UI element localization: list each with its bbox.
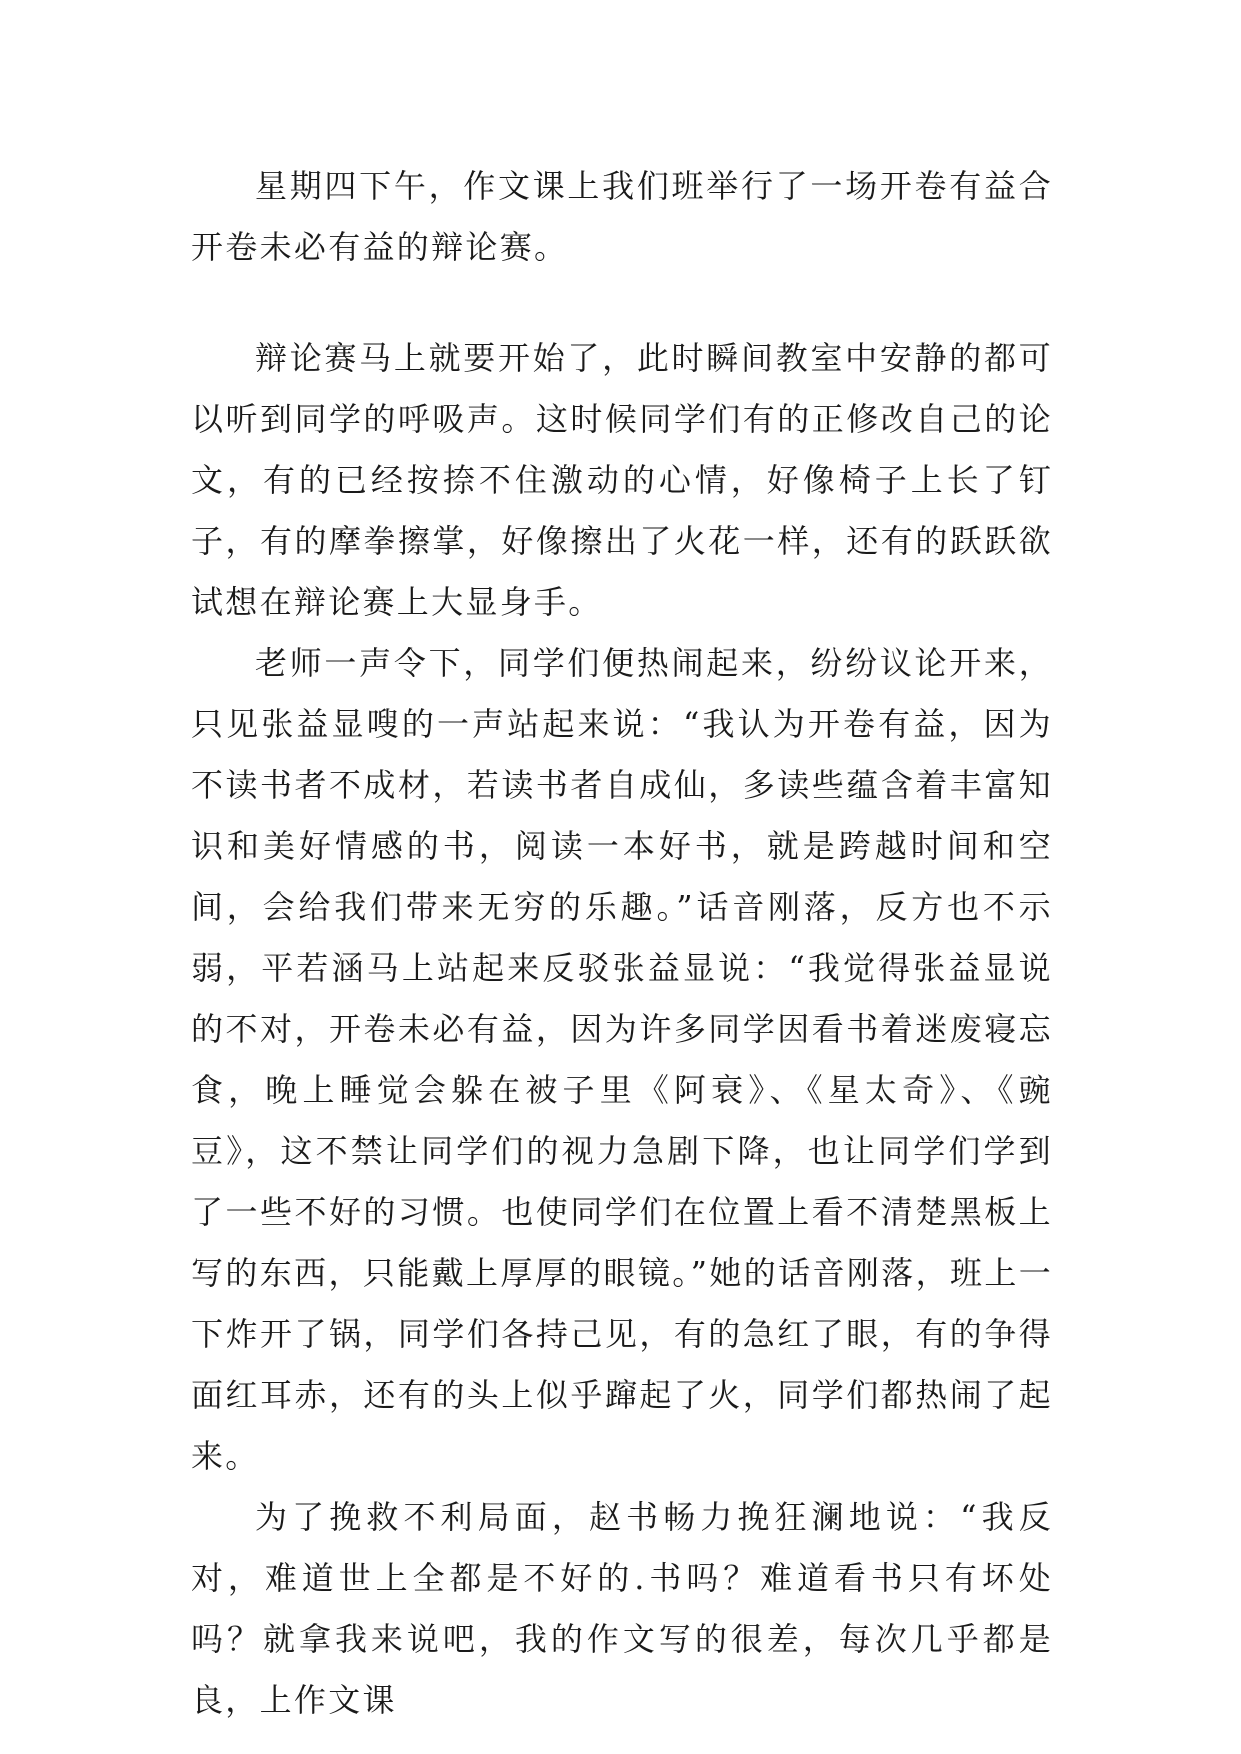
article-intro (191, 156, 1053, 278)
paragraph: 星期四下午，作文课上我们班举行了一场开卷有益合开卷未必有益的辩论赛。 (191, 167, 1053, 266)
paragraph: 为了挽救不利局面，赵书畅力挽狂澜地说：“我反对，难道世上全都是不好的.书吗？难道看书只有坏处吗？就拿我来说吧，我的作文写的很差，每次几乎都是良，上作文课 (191, 1498, 1053, 1719)
paragraph: 老师一声令下，同学们便热闹起来，纷纷议论开来，只见张益显嗖的一声站起来说：“我认为开卷有益，因为不读书者不成材，若读书者自成仙，多读些蕴含着丰富知识和美好情感的书，阅读一本好书，就是跨越时间和空间，会给我们带来无穷的乐趣。”话音刚落，反方也不示弱，平若涵马上站起来反驳张益显说：“我觉得张益显说的不对，开卷未必有益，因为许多同学因看书着迷废寝忘食，晚上睡觉会躲在被子里《阿衰》、《星太奇》、《豌豆》，这不禁让同学们的视力急剧下降，也让同学们学到了一些不好的习惯。也使同学们在位置上看不清楚黑板上写的东西，只能戴上厚厚的眼镜。”她的话音刚落，班上一下炸开了锅，同学们各持己见，有的急红了眼，有的争得面红耳赤，还有的头上似乎蹿起了火，同学们都热闹了起来。 (191, 644, 1053, 1475)
paragraph: 辩论赛马上就要开始了，此时瞬间教室中安静的都可以听到同学的呼吸声。这时候同学们有的正修改自己的论文，有的已经按捺不住激动的心情，好像椅子上长了钉子，有的摩拳擦掌，好像擦出了火花一样，还有的跃跃欲试想在辩论赛上大显身手。 (191, 339, 1053, 621)
article-body (191, 328, 1053, 1731)
